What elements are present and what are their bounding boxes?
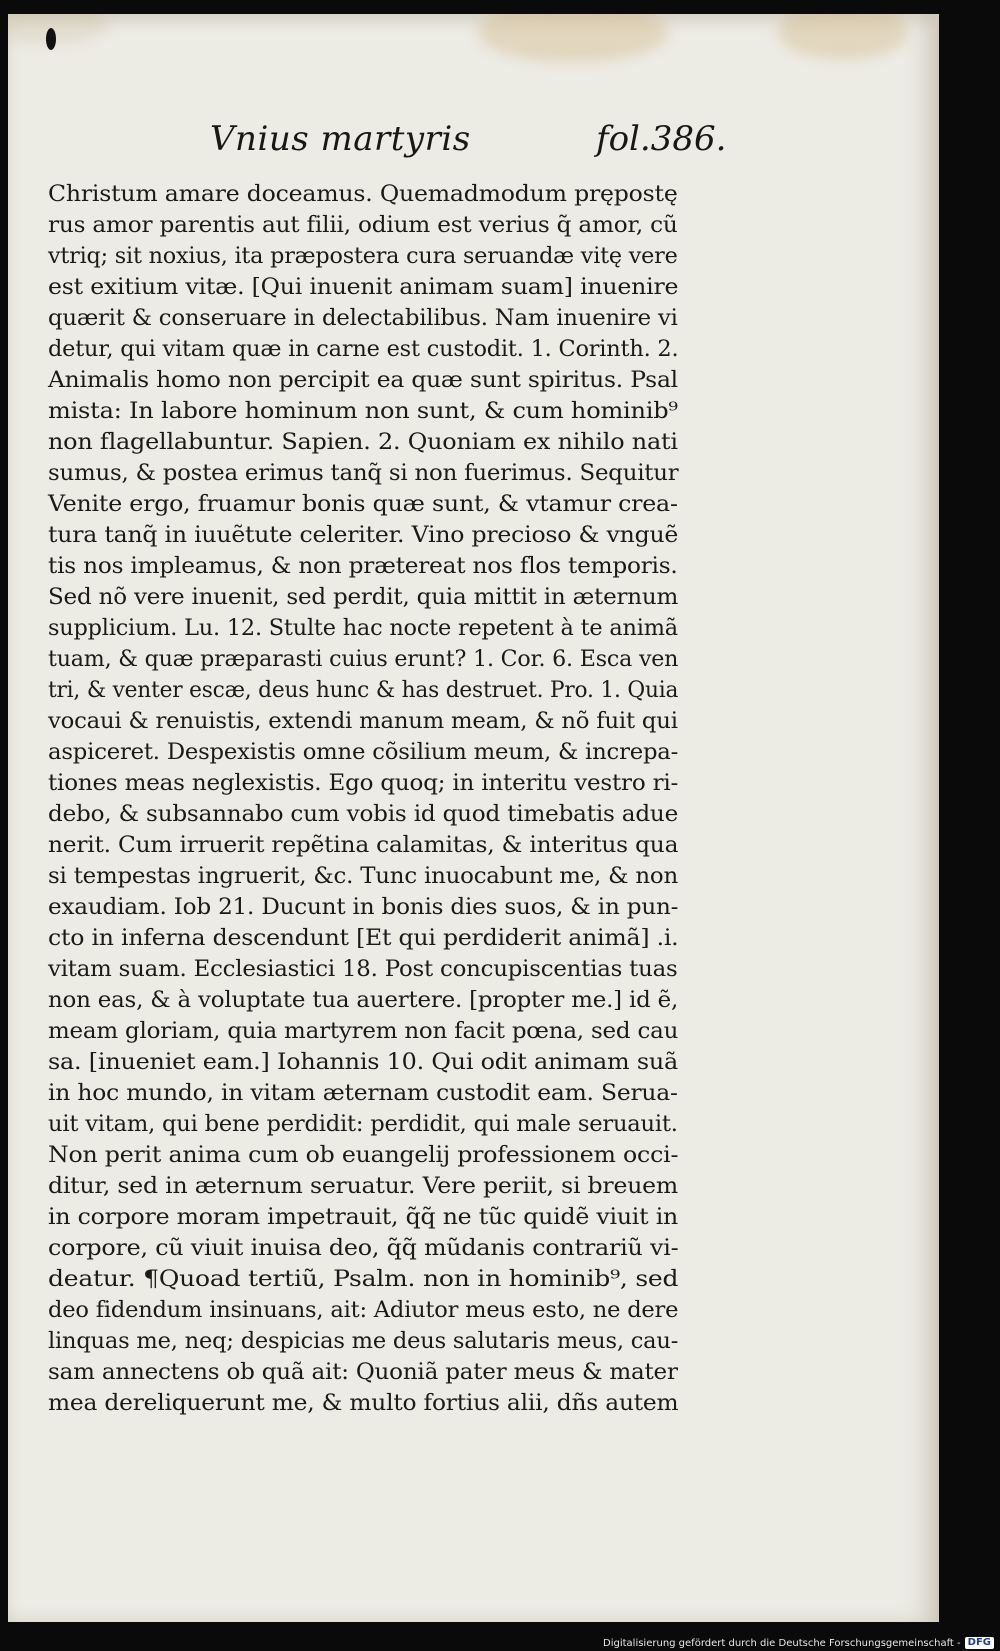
running-head bbox=[8, 119, 936, 169]
running-title: Vnius martyris bbox=[210, 119, 471, 159]
text-line: nerit. Cum irruerit repẽtina calamitas, & interitus qua bbox=[48, 832, 679, 858]
text-line: tri, & venter escæ, deus hunc & has destruet. Pro. 1. Quia bbox=[48, 677, 679, 703]
text-block bbox=[48, 179, 728, 1419]
text-line: tiones meas neglexistis. Ego quoq; in interitu vestro ri- bbox=[48, 770, 679, 796]
page-stain bbox=[778, 14, 908, 59]
binding-hole bbox=[46, 28, 56, 50]
folio-number: fol.386. bbox=[596, 119, 727, 159]
book-page bbox=[8, 14, 939, 1622]
text-line: rus amor parentis aut filii, odium est verius q̃ amor, cũ bbox=[48, 212, 678, 238]
digitization-footer bbox=[603, 1637, 994, 1649]
text-line: vitam suam. Ecclesiastici 18. Post concupiscentias tuas bbox=[48, 956, 678, 982]
text-line: ditur, sed in æternum seruatur. Vere periit, si breuem bbox=[48, 1173, 678, 1199]
text-line: sam annectens ob quã ait: Quoniã pater meus & mater bbox=[48, 1359, 678, 1385]
text-line: exaudiam. Iob 21. Ducunt in bonis dies suos, & in pun- bbox=[48, 894, 679, 920]
footer-credit: Digitalisierung gefördert durch die Deutsche Forschungsgemeinschaft - bbox=[603, 1637, 961, 1649]
text-line: corpore, cũ viuit inuisa deo, q̃q̃ mũdanis contrariũ vi- bbox=[48, 1235, 679, 1261]
page-stain bbox=[8, 14, 108, 44]
text-line: deo fidendum insinuans, ait: Adiutor meus esto, ne dere bbox=[48, 1297, 679, 1323]
text-line: tis nos impleamus, & non prætereat nos flos temporis. bbox=[48, 553, 678, 579]
text-line: non flagellabuntur. Sapien. 2. Quoniam ex nihilo nati bbox=[48, 429, 678, 455]
text-line: Christum amare doceamus. Quemadmodum prępostę bbox=[48, 181, 678, 207]
text-line: si tempestas ingruerit, &c. Tunc inuocabunt me, & non bbox=[48, 863, 678, 889]
text-line: Sed nõ vere inuenit, sed perdit, quia mittit in æternum bbox=[48, 584, 679, 610]
text-line: detur, qui vitam quæ in carne est custodit. 1. Corinth. 2. bbox=[48, 336, 679, 362]
text-line: non eas, & à voluptate tua auertere. [propter me.] id ẽ, bbox=[48, 987, 679, 1013]
text-line: vtriq; sit noxius, ita præpostera cura seruandæ vitę vere bbox=[48, 243, 678, 269]
text-line: meam gloriam, quia martyrem non facit pœna, sed cau bbox=[48, 1018, 679, 1044]
text-line: Non perit anima cum ob euangelij professionem occi- bbox=[48, 1142, 679, 1168]
text-line: sumus, & postea erimus tanq̃ si non fuerimus. Sequitur bbox=[48, 460, 679, 486]
text-line: supplicium. Lu. 12. Stulte hac nocte repetent à te animã bbox=[48, 615, 678, 641]
text-line: uit vitam, qui bene perdidit: perdidit, qui male seruauit. bbox=[48, 1111, 678, 1137]
text-line: in corpore moram impetrauit, q̃q̃ ne tũc quidẽ viuit in bbox=[48, 1204, 679, 1230]
text-line: vocaui & renuistis, extendi manum meam, & nõ fuit qui bbox=[48, 708, 678, 734]
text-line: tuam, & quæ præparasti cuius erunt? 1. Cor. 6. Esca ven bbox=[48, 646, 679, 672]
page-stain bbox=[478, 14, 668, 62]
text-line: mista: In labore hominum non sunt, & cum hominib⁹ bbox=[48, 398, 678, 424]
text-line: est exitium vitæ. [Qui inuenit animam suam] inuenire bbox=[48, 274, 679, 300]
text-line: deatur. ¶Quoad tertiũ, Psalm. non in hominib⁹, sed bbox=[48, 1266, 679, 1292]
text-line: cto in inferna descendunt [Et qui perdiderit animã] .i. bbox=[48, 925, 679, 951]
dfg-logo: DFG bbox=[965, 1637, 994, 1649]
text-line: sa. [inueniet eam.] Iohannis 10. Qui odit animam suã bbox=[48, 1049, 679, 1075]
text-line: mea dereliquerunt me, & multo fortius alii, dñs autem bbox=[48, 1390, 679, 1416]
text-line: quærit & conseruare in delectabilibus. Nam inuenire vi bbox=[48, 305, 678, 331]
text-line: debo, & subsannabo cum vobis id quod timebatis adue bbox=[48, 801, 679, 827]
text-line: tura tanq̃ in iuuẽtute celeriter. Vino precioso & vnguẽ bbox=[48, 522, 679, 548]
text-line: aspiceret. Despexistis omne cõsilium meum, & increpa- bbox=[48, 739, 679, 765]
text-line: Venite ergo, fruamur bonis quæ sunt, & vtamur crea- bbox=[48, 491, 678, 517]
text-line: in hoc mundo, in vitam æternam custodit eam. Serua- bbox=[48, 1080, 678, 1106]
text-line: Animalis homo non percipit ea quæ sunt spiritus. Psal bbox=[48, 367, 678, 393]
text-line: linquas me, neq; despicias me deus salutaris meus, cau- bbox=[48, 1328, 679, 1354]
